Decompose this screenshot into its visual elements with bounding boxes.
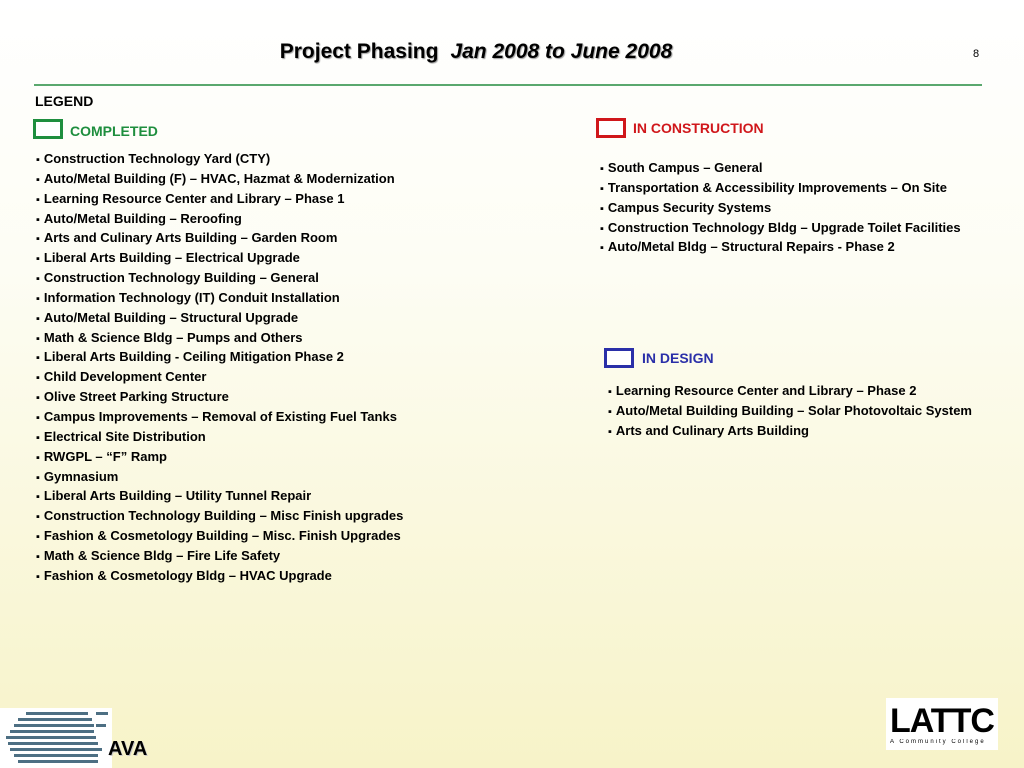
lattc-logo-text: LATTC xyxy=(890,702,994,740)
page-number: 8 xyxy=(973,48,980,60)
in-construction-swatch xyxy=(596,118,626,138)
in-design-swatch xyxy=(604,348,634,368)
completed-list-item: ▪ Auto/Metal Building – Reroofing xyxy=(36,210,403,230)
in-design-list xyxy=(608,382,972,442)
completed-list-item: ▪ RWGPL – “F” Ramp xyxy=(36,448,403,468)
in-construction-heading: IN CONSTRUCTION xyxy=(633,120,764,136)
completed-list-item: ▪ Arts and Culinary Arts Building – Garden Room xyxy=(36,229,403,249)
in-design-list-item: ▪ Auto/Metal Building Building – Solar Photovoltaic System xyxy=(608,402,972,422)
completed-list-item: ▪ Math & Science Bldg – Fire Life Safety xyxy=(36,547,403,567)
lattc-logo-subtext: A Community College xyxy=(890,739,986,745)
ava-logo-text: AVA xyxy=(108,738,148,760)
in-construction-list-item: ▪ Auto/Metal Bldg – Structural Repairs - Phase 2 xyxy=(600,238,961,258)
completed-list-item: ▪ Child Development Center xyxy=(36,368,403,388)
completed-list-item: ▪ Liberal Arts Building – Electrical Upgrade xyxy=(36,249,403,269)
completed-list-item: ▪ Liberal Arts Building – Utility Tunnel Repair xyxy=(36,487,403,507)
in-construction-list-item: ▪ Construction Technology Bldg – Upgrade Toilet Facilities xyxy=(600,219,961,239)
lattc-logo xyxy=(886,698,998,750)
completed-heading: COMPLETED xyxy=(70,123,158,139)
completed-list-item: ▪ Auto/Metal Building – Structural Upgrade xyxy=(36,309,403,329)
completed-list-item: ▪ Information Technology (IT) Conduit Installation xyxy=(36,289,403,309)
completed-list-item: ▪ Electrical Site Distribution xyxy=(36,428,403,448)
completed-list-item: ▪ Campus Improvements – Removal of Existing Fuel Tanks xyxy=(36,408,403,428)
title-text: Project Phasing xyxy=(279,40,439,63)
in-design-heading: IN DESIGN xyxy=(642,350,714,366)
in-design-list-item: ▪ Learning Resource Center and Library – Phase 2 xyxy=(608,382,972,402)
in-construction-list-item: ▪ South Campus – General xyxy=(600,159,961,179)
completed-list-item: ▪ Fashion & Cosmetology Building – Misc. Finish Upgrades xyxy=(36,527,403,547)
completed-list-item: ▪ Olive Street Parking Structure xyxy=(36,388,403,408)
completed-list-item: ▪ Learning Resource Center and Library – Phase 1 xyxy=(36,190,403,210)
completed-list-item: ▪ Liberal Arts Building - Ceiling Mitigation Phase 2 xyxy=(36,348,403,368)
title-dates: Jan 2008 to June 2008 xyxy=(450,40,673,63)
completed-list xyxy=(36,150,403,587)
in-design-list-item: ▪ Arts and Culinary Arts Building xyxy=(608,422,972,442)
in-construction-list-item: ▪ Transportation & Accessibility Improvements – On Site xyxy=(600,179,961,199)
completed-list-item: ▪ Auto/Metal Building (F) – HVAC, Hazmat & Modernization xyxy=(36,170,403,190)
header-divider xyxy=(34,84,982,86)
in-construction-list xyxy=(600,159,961,258)
completed-list-item: ▪ Gymnasium xyxy=(36,468,403,488)
legend-label: LEGEND xyxy=(35,93,94,109)
completed-list-item: ▪ Fashion & Cosmetology Bldg – HVAC Upgrade xyxy=(36,567,403,587)
completed-list-item: ▪ Construction Technology Yard (CTY) xyxy=(36,150,403,170)
in-construction-list-item: ▪ Campus Security Systems xyxy=(600,199,961,219)
completed-swatch xyxy=(33,119,63,139)
completed-list-item: ▪ Math & Science Bldg – Pumps and Others xyxy=(36,329,403,349)
completed-list-item: ▪ Construction Technology Building – Misc Finish upgrades xyxy=(36,507,403,527)
page-title xyxy=(0,40,952,64)
completed-list-item: ▪ Construction Technology Building – General xyxy=(36,269,403,289)
